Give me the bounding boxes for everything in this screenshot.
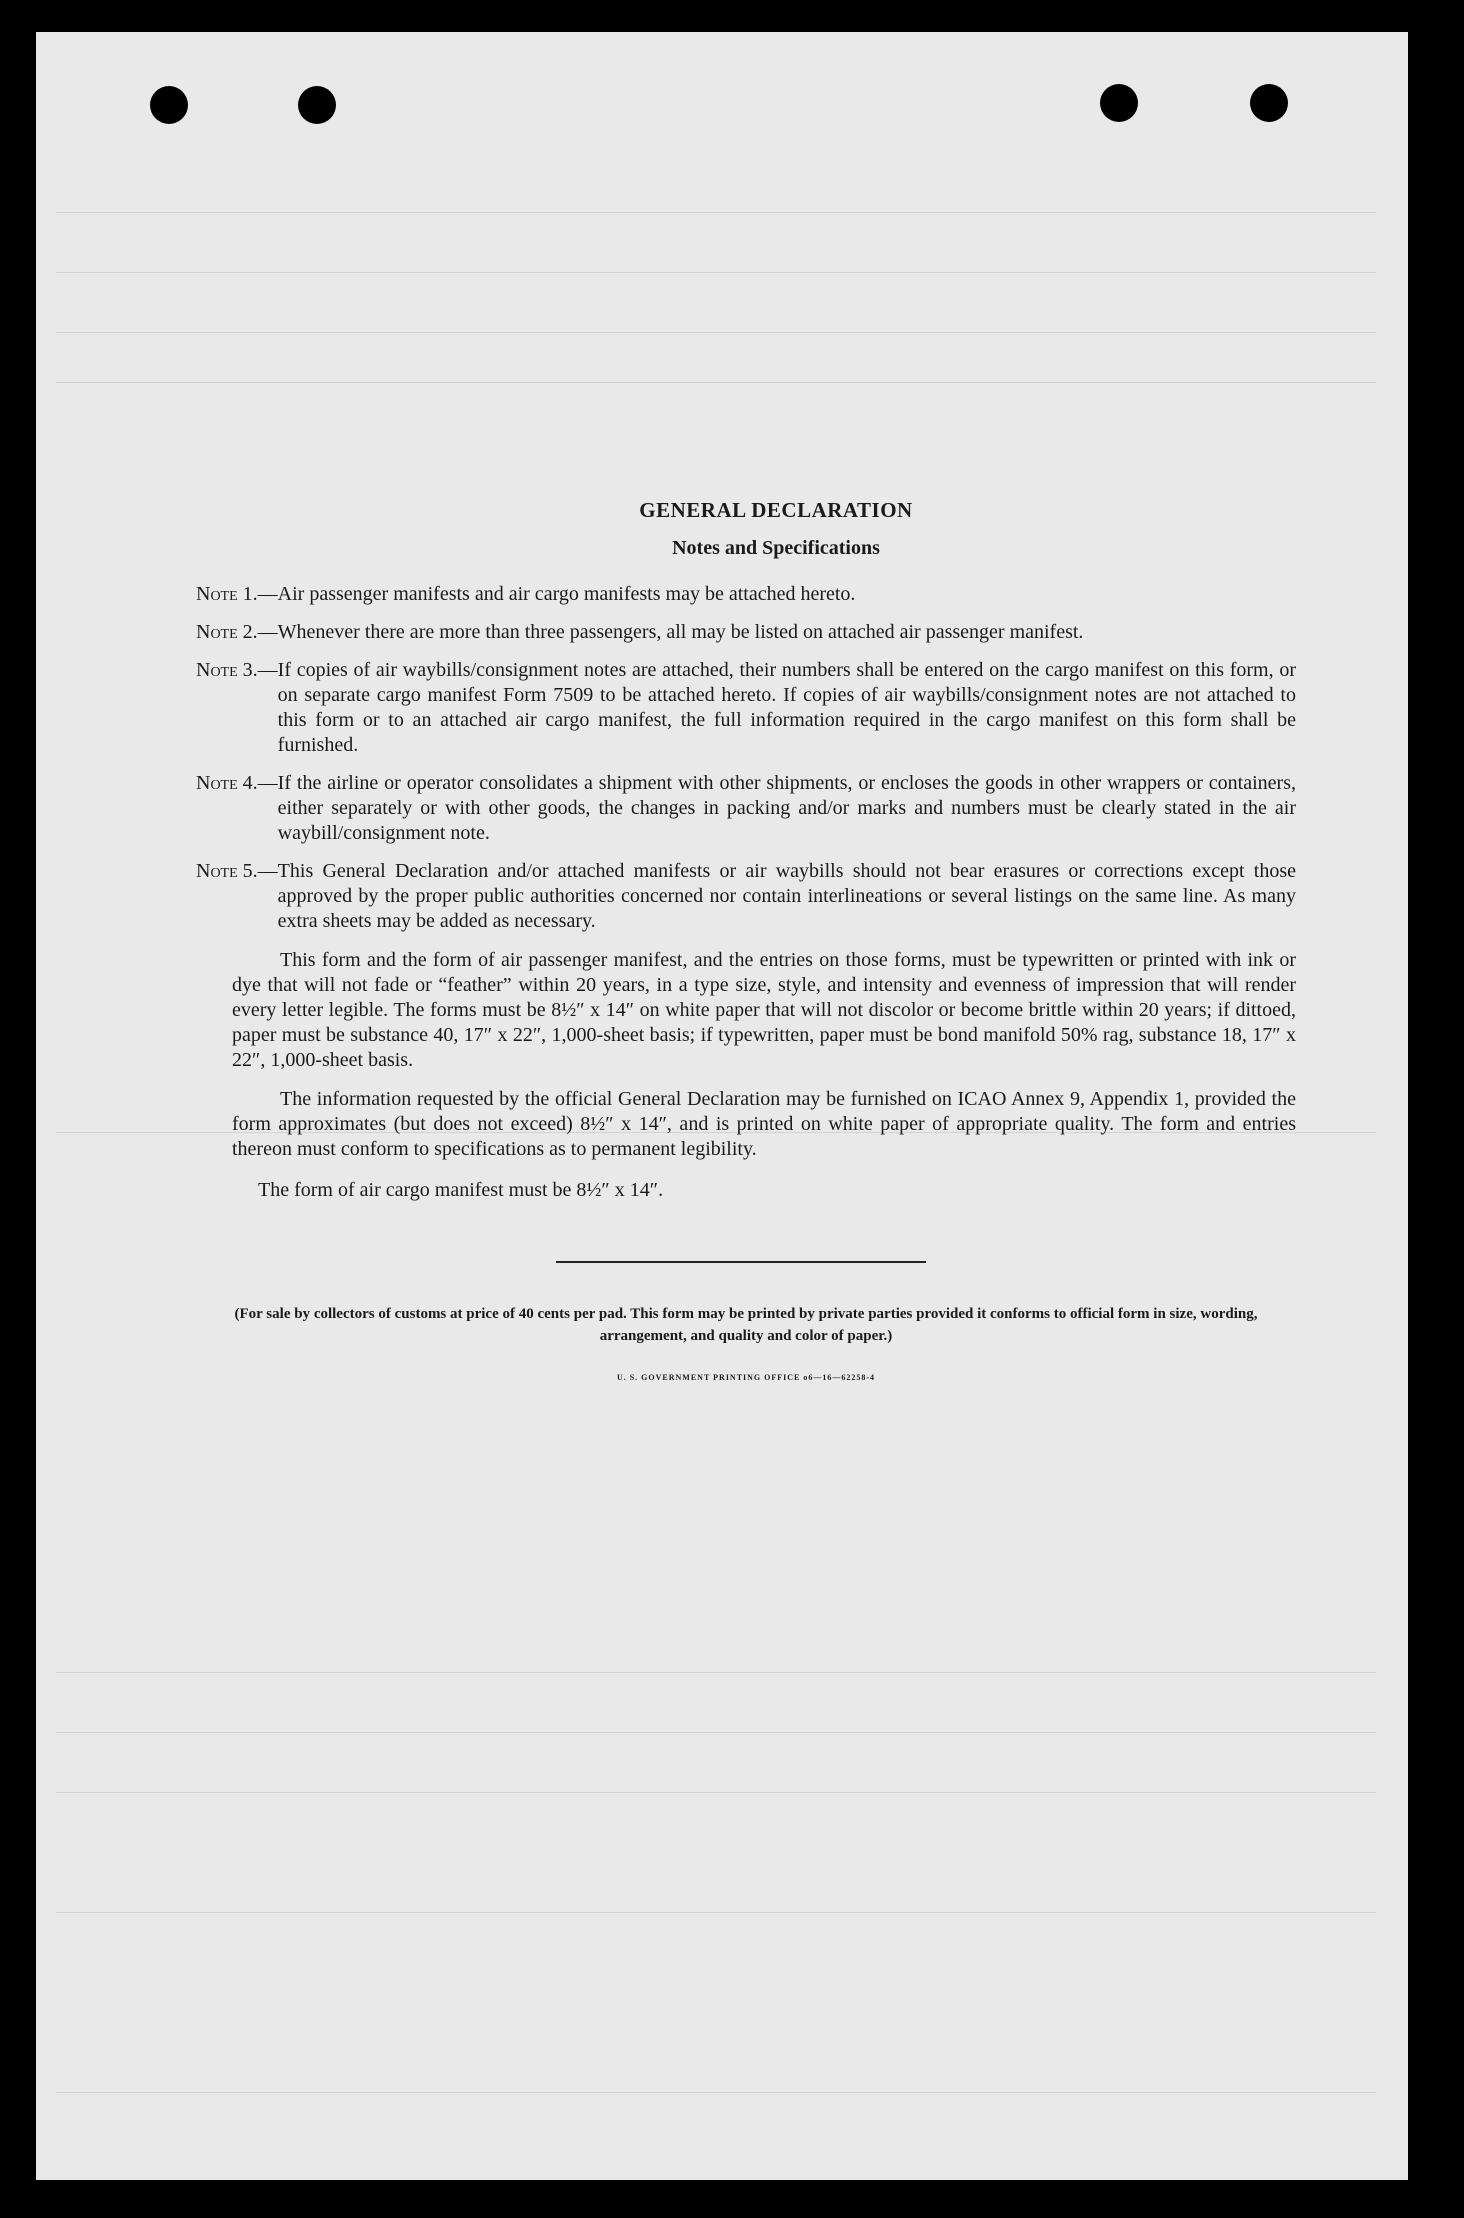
bleed-through-line: [56, 2092, 1376, 2093]
page-title: GENERAL DECLARATION: [639, 498, 913, 522]
divider: [556, 1261, 926, 1263]
note-2: [196, 620, 1296, 645]
bleed-through-line: [56, 1912, 1376, 1913]
sale-notice: (For sale by collectors of customs at price of 40 cents per pad. This form may be printed by private parties provided it conforms to official form in size, wording, arrangement, and quality and color of paper.): [234, 1306, 1258, 1344]
note-4: [196, 771, 1296, 846]
bleed-through-line: [56, 1732, 1376, 1733]
note-5: [196, 859, 1296, 934]
note-label: Note 3.—: [196, 659, 278, 681]
paragraph-icao-annex: The information requested by the official General Declaration may be furnished on ICAO Annex 9, Appendix 1, provided the form approximates (but does not exceed) 8½″ x 14″, and is printed on white paper of appropriate quality. The form and entries thereon must conform to specifications as to permanent legibility.: [232, 1088, 1296, 1160]
note-text: Whenever there are more than three passengers, all may be listed on attached air passenger manifest.: [277, 621, 1084, 643]
note-1: [196, 582, 1296, 607]
note-3: [196, 658, 1296, 758]
punch-hole-left: [150, 86, 188, 124]
punch-hole-center-right: [1100, 84, 1138, 122]
page-subtitle: Notes and Specifications: [672, 537, 880, 559]
paragraph-form-requirements: This form and the form of air passenger manifest, and the entries on those forms, must be typewritten or printed with ink or dye that will not fade or “feather” within 20 years, in a type size, style, and intensity and evenness of impression that will render every letter legible. The forms must be 8½″ x 14″ on white paper that will not discolor or become brittle within 20 years; if dittoed, paper must be substance 40, 17″ x 22″, 1,000-sheet basis; if typewritten, paper must be bond manifold 50% rag, substance 18, 17″ x 22″, 1,000-sheet basis.: [232, 949, 1296, 1071]
document-page: [36, 32, 1408, 2180]
punch-hole-center-left: [298, 86, 336, 124]
punch-hole-right: [1250, 84, 1288, 122]
bleed-through-line: [56, 332, 1376, 333]
bleed-through-line: [56, 1672, 1376, 1673]
paragraph-cargo-manifest-size: The form of air cargo manifest must be 8½″ x 14″.: [258, 1179, 664, 1201]
note-text: This General Declaration and/or attached manifests or air waybills should not bear erasures or corrections except those approved by the proper public authorities concerned nor contain interlineations or several listings on the same line. As many extra sheets may be added as necessary.: [277, 860, 1296, 932]
note-text: If copies of air waybills/consignment notes are attached, their numbers shall be entered on the cargo manifest on this form, or on separate cargo manifest Form 7509 to be attached hereto. If copies of air waybills/consignment notes are not attached to this form or to an attached air cargo manifest, the full information required in the cargo manifest on this form shall be furnished.: [277, 659, 1296, 756]
note-text: Air passenger manifests and air cargo manifests may be attached hereto.: [277, 583, 856, 605]
notes-and-specifications: [196, 498, 1296, 1382]
note-label: Note 1.—: [196, 583, 278, 605]
note-label: Note 2.—: [196, 621, 278, 643]
note-label: Note 4.—: [196, 772, 278, 794]
note-label: Note 5.—: [196, 860, 278, 882]
bleed-through-line: [56, 272, 1376, 273]
bleed-through-line: [56, 212, 1376, 213]
notes-list: [196, 582, 1296, 934]
bleed-through-line: [56, 382, 1376, 383]
bleed-through-line: [56, 1792, 1376, 1793]
note-text: If the airline or operator consolidates a shipment with other shipments, or encloses the goods in other wrappers or containers, either separately or with other goods, the changes in packing and/or marks and numbers must be clearly stated in the air waybill/consignment note.: [277, 772, 1296, 844]
printer-imprint: U. S. GOVERNMENT PRINTING OFFICE o6—16—62258-4: [616, 1373, 876, 1382]
